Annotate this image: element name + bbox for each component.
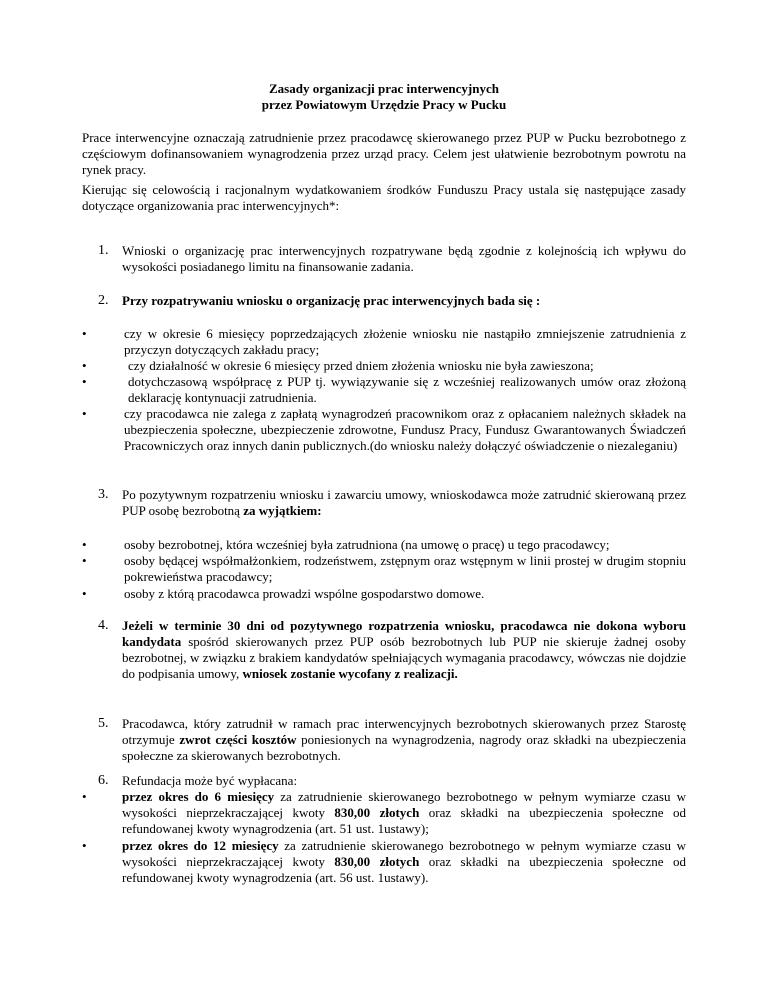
bullet-item: • przez okres do 12 miesięcy za zatrudnienie skierowanego bezrobotnego w pełnym wymiarze czasu w wysokości nieprzekraczającej kwoty 830,00 złotych oraz składki na ubezpieczenia społeczne od refundowanej kwoty wynagrodzenia (art. 56 ust. 1ustawy). <box>82 838 687 885</box>
bullet-icon: • <box>82 406 87 421</box>
bullet-item: • czy pracodawca nie zalega z zapłatą wynagrodzeń pracownikom oraz z opłacaniem należnych składek na ubezpieczenia społeczne, ubezpieczenie zdrowotne, Fundusz Pracy, Fundusz Gwarantowanych Świadczeń Pracowniczych oraz innych danin publicznych.(do wniosku należy dołączyć oświadczenie o niezaleganiu) <box>82 406 686 453</box>
bullet-icon: • <box>82 838 87 853</box>
item-text: Pracodawca, który zatrudnił w ramach prac interwencyjnych bezrobotnych skierowanych przez Starostę otrzymuje zwrot części kosztów poniesionych na wynagrodzenia, nagrody oraz składki na ubezpieczenia społeczne za skierowanych bezrobotnych. <box>122 716 686 763</box>
bullet-item: • przez okres do 6 miesięcy za zatrudnienie skierowanego bezrobotnego w pełnym wymiarze czasu w wysokości nieprzekraczającej kwoty 830,00 złotych oraz składki na ubezpieczenia społeczne od refundowanej kwoty wynagrodzenia (art. 51 ust. 1ustawy); <box>82 789 687 836</box>
item-number: 2. <box>98 293 109 308</box>
list-item-5 <box>98 716 686 764</box>
item-text: Refundacja może być wypłacana: <box>122 773 298 788</box>
bullet-icon: • <box>82 553 87 568</box>
item-text: Przy rozpatrywaniu wniosku o organizację prac interwencyjnych bada się : <box>122 293 541 308</box>
bullet-icon: • <box>82 789 87 804</box>
bullet-item: • dotychczasową współpracę z PUP tj. wywiązywanie się z wcześniej realizowanych umów oraz złożoną deklarację kontynuacji zatrudnienia. <box>82 374 686 405</box>
title-line-2: przez Powiatowym Urzędzie Pracy w Pucku <box>261 97 507 112</box>
item-text: Jeżeli w terminie 30 dni od pozytywnego rozpatrzenia wniosku, pracodawca nie dokona wyboru kandydata spośród skierowanych przez PUP osób bezrobotnych lub PUP nie skieruje żadnej osoby bezrobotnej, w związku z brakiem kandydatów spełniających wymagania pracodawcy, wówczas nie dojdzie do podpisania umowy, wniosek zostanie wycofany z realizacji. <box>122 618 686 681</box>
list-item-3 <box>98 487 686 519</box>
bullet-item: • osoby bezrobotnej, która wcześniej była zatrudniona (na umowę o pracę) u tego pracodawcy; <box>82 537 610 552</box>
bullet-item: • osoby z którą pracodawca prowadzi wspólne gospodarstwo domowe. <box>82 586 485 601</box>
bullet-icon: • <box>82 537 87 552</box>
document-title <box>0 81 768 113</box>
item-number: 3. <box>98 487 109 502</box>
list-item-1 <box>98 243 686 275</box>
item-number: 4. <box>98 618 109 633</box>
list-item-6 <box>98 773 686 789</box>
bullet-item: • czy w okresie 6 miesięcy poprzedzających złożenie wniosku nie nastąpiło zmniejszenie zatrudnienia z przyczyn dotyczących zakładu pracy; <box>82 326 686 357</box>
list-item-4 <box>98 618 686 682</box>
item-number: 1. <box>98 243 109 258</box>
bullet-icon: • <box>82 326 87 341</box>
intro-paragraph-1: Prace interwencyjne oznaczają zatrudnienie przez pracodawcę skierowanego przez PUP w Pucku bezrobotnego z częściowym dofinansowaniem wynagrodzenia przez urząd pracy. Celem jest ułatwienie bezrobotnym powrotu na rynek pracy. <box>82 130 686 177</box>
list-item-2 <box>98 293 686 309</box>
bullet-icon: • <box>82 586 87 601</box>
item-text: Po pozytywnym rozpatrzeniu wniosku i zawarciu umowy, wnioskodawca może zatrudnić skierowaną przez PUP osobę bezrobotną za wyjątkiem: <box>122 487 686 518</box>
title-line-1: Zasady organizacji prac interwencyjnych <box>268 81 499 96</box>
bullet-icon: • <box>82 358 87 373</box>
item-number: 6. <box>98 773 109 788</box>
intro-paragraph-2: Kierując się celowością i racjonalnym wydatkowaniem środków Funduszu Pracy ustala się następujące zasady dotyczące organizowania prac interwencyjnych*: <box>82 182 686 213</box>
bullet-icon: • <box>82 374 87 389</box>
bullet-item: • osoby będącej współmałżonkiem, rodzeństwem, zstępnym oraz wstępnym w linii prostej w drugim stopniu pokrewieństwa pracodawcy; <box>82 553 686 584</box>
item-text: Wnioski o organizację prac interwencyjnych rozpatrywane będą zgodnie z kolejnością ich wpływu do wysokości posiadanego limitu na finansowanie zadania. <box>122 243 686 274</box>
bullet-item: • czy działalność w okresie 6 miesięcy przed dniem złożenia wniosku nie była zawieszona; <box>82 358 594 373</box>
item-number: 5. <box>98 716 109 731</box>
